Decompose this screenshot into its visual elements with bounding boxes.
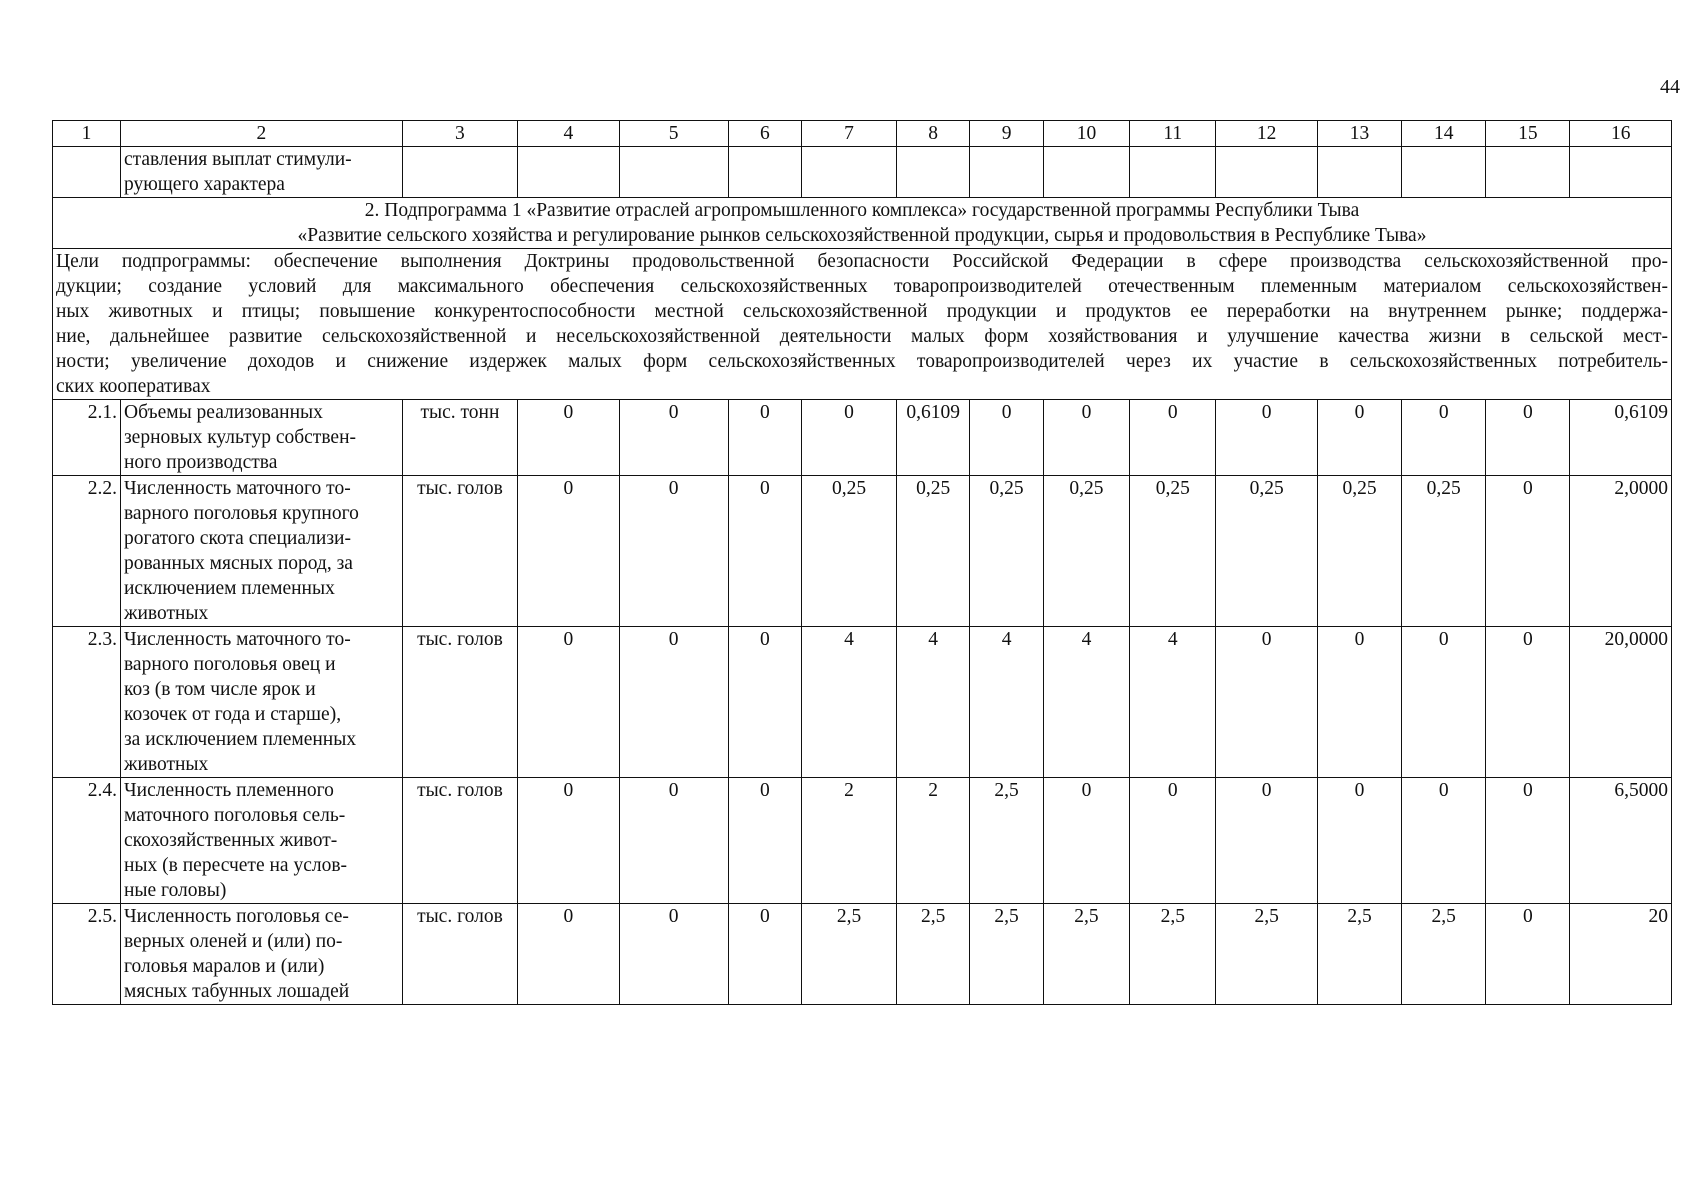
indicator-value: 0 — [619, 476, 728, 627]
indicator-value: 2,5 — [970, 904, 1043, 1005]
indicator-unit: тыс. голов — [402, 778, 517, 904]
continuation-line: рующего характера — [123, 174, 285, 195]
continuation-name-cell — [120, 147, 402, 198]
indicator-unit: тыс. голов — [402, 627, 517, 778]
empty-cell — [1486, 147, 1570, 198]
column-number-header: 15 — [1486, 121, 1570, 147]
indicator-name-line: Объемы реализованных — [123, 402, 323, 423]
indicator-unit: тыс. голов — [402, 904, 517, 1005]
indicator-unit: тыс. тонн — [402, 400, 517, 476]
empty-cell — [970, 147, 1043, 198]
indicator-value: 4 — [802, 627, 897, 778]
column-number-header: 14 — [1402, 121, 1486, 147]
indicator-name-line: ного производства — [123, 452, 278, 473]
indicator-value: 0,25 — [802, 476, 897, 627]
indicator-value: 0,25 — [1216, 476, 1317, 627]
indicator-value: 0 — [1317, 627, 1401, 778]
goals-line: Цели подпрограммы: обеспечение выполнения Доктрины продовольственной безопасности Российской Федерации в сфере производства сельскохозяйственной про- — [56, 251, 1668, 272]
column-number-header: 9 — [970, 121, 1043, 147]
indicator-value: 0 — [1402, 627, 1486, 778]
indicator-value: 0 — [1216, 778, 1317, 904]
indicator-name-line: коз (в том числе ярок и — [123, 679, 316, 700]
indicator-value: 0 — [1486, 400, 1570, 476]
goals-line: ности; увеличение доходов и снижение издержек малых форм сельскохозяйственных товаропроизводителей через их участие в сельскохозяйственных потребитель- — [56, 351, 1668, 372]
indicator-value: 2,5 — [1043, 904, 1129, 1005]
indicator-total: 0,6109 — [1570, 400, 1672, 476]
indicator-name-line: мясных табунных лошадей — [123, 981, 350, 1002]
indicator-number: 2.4. — [53, 778, 121, 904]
indicator-name-line: зерновых культур собствен- — [123, 427, 357, 448]
column-number-header: 3 — [402, 121, 517, 147]
indicator-value: 2,5 — [1130, 904, 1216, 1005]
indicator-name-line: Численность маточного то- — [123, 629, 351, 650]
indicator-value: 0 — [802, 400, 897, 476]
indicator-total: 6,5000 — [1570, 778, 1672, 904]
page-number: 44 — [1660, 76, 1680, 98]
column-number-header: 16 — [1570, 121, 1672, 147]
column-number-header: 4 — [518, 121, 619, 147]
indicator-value: 4 — [1130, 627, 1216, 778]
empty-cell — [1402, 147, 1486, 198]
indicator-name — [120, 904, 402, 1005]
indicator-name-line: животных — [123, 603, 209, 624]
indicator-total: 20 — [1570, 904, 1672, 1005]
indicator-name-line: козочек от года и старше), — [123, 704, 342, 725]
indicator-name-line: маточного поголовья сель- — [123, 805, 346, 826]
indicator-value: 0,25 — [970, 476, 1043, 627]
indicator-value: 0,25 — [1043, 476, 1129, 627]
indicator-value: 2,5 — [1317, 904, 1401, 1005]
empty-cell — [1043, 147, 1129, 198]
indicator-name-line: исключением племенных — [123, 578, 335, 599]
indicator-value: 2 — [896, 778, 969, 904]
empty-cell — [518, 147, 619, 198]
indicator-name-line: головья маралов и (или) — [123, 956, 325, 977]
indicator-total: 20,0000 — [1570, 627, 1672, 778]
indicator-value: 0 — [728, 400, 801, 476]
indicator-value: 0 — [518, 778, 619, 904]
indicator-total: 2,0000 — [1570, 476, 1672, 627]
indicator-row — [53, 904, 1672, 1005]
indicator-value: 0 — [970, 400, 1043, 476]
indicator-value: 0 — [1043, 778, 1129, 904]
indicator-value: 0 — [1486, 627, 1570, 778]
indicator-value: 0 — [728, 778, 801, 904]
indicator-row — [53, 476, 1672, 627]
indicator-value: 0 — [1486, 778, 1570, 904]
column-number-header: 5 — [619, 121, 728, 147]
empty-cell — [896, 147, 969, 198]
indicator-name-line: рогатого скота специализи- — [123, 528, 351, 549]
indicator-value: 0 — [1486, 904, 1570, 1005]
empty-cell — [619, 147, 728, 198]
indicator-value: 0 — [1130, 778, 1216, 904]
indicators-table — [52, 120, 1672, 1005]
indicator-value: 0 — [1486, 476, 1570, 627]
indicator-value: 0 — [728, 904, 801, 1005]
indicator-name-line: варного поголовья крупного — [123, 503, 359, 524]
indicator-name-line: рованных мясных пород, за — [123, 553, 353, 574]
empty-cell — [1317, 147, 1401, 198]
indicator-value: 0 — [728, 627, 801, 778]
subprogram-title-cell — [53, 198, 1672, 249]
subprogram-title-line1: 2. Подпрограмма 1 «Развитие отраслей агропромышленного комплекса» государственной программы Республики Тыва — [364, 200, 1360, 221]
indicator-value: 0,6109 — [896, 400, 969, 476]
indicator-number: 2.5. — [53, 904, 121, 1005]
goals-line: ние, дальнейшее развитие сельскохозяйственной и несельскохозяйственной деятельности малых форм хозяйствования и улучшение качества жизни в сельской мест- — [56, 326, 1668, 347]
indicator-value: 0 — [728, 476, 801, 627]
indicator-value: 0 — [1216, 627, 1317, 778]
indicator-value: 0 — [518, 400, 619, 476]
goals-cell — [53, 249, 1672, 400]
indicator-value: 0 — [1402, 400, 1486, 476]
indicator-value: 0 — [1043, 400, 1129, 476]
column-number-header: 7 — [802, 121, 897, 147]
indicator-value: 0 — [619, 400, 728, 476]
indicator-row — [53, 778, 1672, 904]
indicator-number: 2.3. — [53, 627, 121, 778]
indicator-row — [53, 627, 1672, 778]
indicator-value: 0 — [518, 476, 619, 627]
indicator-name — [120, 627, 402, 778]
indicator-value: 0 — [1130, 400, 1216, 476]
goals-row — [53, 249, 1672, 400]
indicator-value: 2,5 — [802, 904, 897, 1005]
indicator-name-line: варного поголовья овец и — [123, 654, 336, 675]
indicator-value: 0 — [1317, 400, 1401, 476]
subprogram-title-line2: «Развитие сельского хозяйства и регулирование рынков сельскохозяйственной продукции, сырья и продовольствия в Республике Тыва» — [297, 225, 1427, 246]
indicator-value: 4 — [896, 627, 969, 778]
indicator-value: 0 — [619, 904, 728, 1005]
indicator-number: 2.1. — [53, 400, 121, 476]
empty-cell — [802, 147, 897, 198]
indicator-value: 0,25 — [1130, 476, 1216, 627]
indicator-name-line: ные головы) — [123, 880, 227, 901]
indicator-value: 0,25 — [1402, 476, 1486, 627]
column-number-header: 6 — [728, 121, 801, 147]
indicator-value: 0,25 — [896, 476, 969, 627]
indicator-value: 0 — [619, 627, 728, 778]
indicator-value: 2,5 — [896, 904, 969, 1005]
indicator-value: 2,5 — [1216, 904, 1317, 1005]
indicator-name — [120, 476, 402, 627]
continuation-num-cell — [53, 147, 121, 198]
column-number-header: 10 — [1043, 121, 1129, 147]
indicator-name — [120, 400, 402, 476]
column-number-header: 11 — [1130, 121, 1216, 147]
subprogram-row — [53, 198, 1672, 249]
indicator-name-line: ных (в пересчете на услов- — [123, 855, 348, 876]
indicator-value: 0,25 — [1317, 476, 1401, 627]
column-number-header: 2 — [120, 121, 402, 147]
continuation-line: ставления выплат стимули- — [123, 149, 352, 170]
indicator-value: 0 — [1216, 400, 1317, 476]
indicator-value: 4 — [970, 627, 1043, 778]
empty-cell — [1130, 147, 1216, 198]
indicator-name-line: Численность маточного то- — [123, 478, 351, 499]
empty-cell — [1216, 147, 1317, 198]
indicator-unit: тыс. голов — [402, 476, 517, 627]
indicator-value: 0 — [1402, 778, 1486, 904]
indicator-name-line: скохозяйственных живот- — [123, 830, 338, 851]
column-number-header: 13 — [1317, 121, 1401, 147]
empty-cell — [728, 147, 801, 198]
column-number-row — [53, 121, 1672, 147]
column-number-header: 12 — [1216, 121, 1317, 147]
indicator-value: 0 — [619, 778, 728, 904]
indicator-name-line: верных оленей и (или) по- — [123, 931, 343, 952]
indicator-value: 2,5 — [1402, 904, 1486, 1005]
empty-cell — [402, 147, 517, 198]
indicator-value: 0 — [518, 627, 619, 778]
indicator-name-line: Численность поголовья се- — [123, 906, 349, 927]
indicator-number: 2.2. — [53, 476, 121, 627]
empty-cell — [1570, 147, 1672, 198]
goals-line: ских кооперативах — [56, 376, 211, 397]
indicator-name-line: животных — [123, 754, 209, 775]
indicator-name-line: Численность племенного — [123, 780, 334, 801]
goals-line: дукции; создание условий для максимального обеспечения сельскохозяйственных товаропроизводителей отечественным племенным материалом сельскохозяйствен- — [56, 276, 1668, 297]
indicator-value: 2,5 — [970, 778, 1043, 904]
goals-line: ных животных и птицы; повышение конкурентоспособности местной сельскохозяйственной продукции и продуктов ее переработки на внутреннем рынке; поддержа- — [56, 301, 1668, 322]
indicator-value: 2 — [802, 778, 897, 904]
indicator-value: 0 — [1317, 778, 1401, 904]
indicator-value: 0 — [518, 904, 619, 1005]
column-number-header: 1 — [53, 121, 121, 147]
column-number-header: 8 — [896, 121, 969, 147]
indicator-value: 4 — [1043, 627, 1129, 778]
indicator-name — [120, 778, 402, 904]
continuation-row — [53, 147, 1672, 198]
indicator-row — [53, 400, 1672, 476]
indicator-name-line: за исключением племенных — [123, 729, 357, 750]
